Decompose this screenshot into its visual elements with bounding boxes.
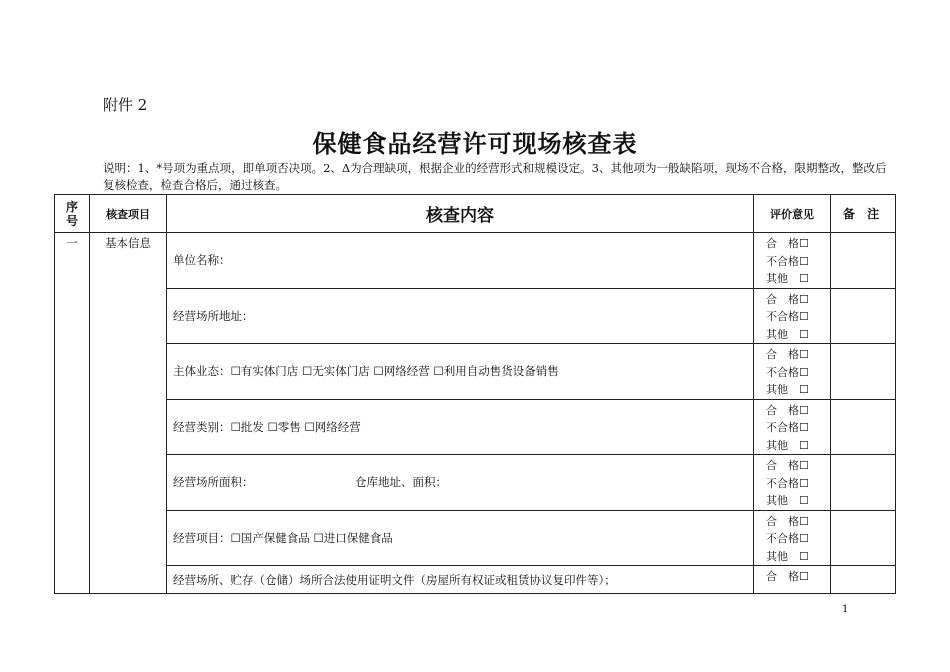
instructions-note: 说明：1、*号项为重点项，即单项否决项。2、Δ为合理缺项，根据企业的经营形式和规模设定。3、其他项为一般缺陷项，现场不合格，限期整改，整改后复核检查，检查合格后，通过核查。 [103,161,887,192]
table-row [55,566,896,594]
content-cell: 经营类别：☐批发 ☐零售 ☐网络经营 [167,399,754,455]
header-eval: 评价意见 [754,195,831,233]
content-cell: 经营场所、贮存（仓储）场所合法使用证明文件（房屋所有权证或租赁协议复印件等）； [167,566,754,594]
table-row [55,288,896,344]
content-cell [167,455,754,511]
remark-cell [831,233,896,289]
remark-cell [831,455,896,511]
eval-other[interactable]: 其他 ☐ [766,494,809,507]
eval-cell [754,233,831,289]
eval-cell [754,399,831,455]
header-remark: 备 注 [831,195,896,233]
content-cell: 主体业态：☐有实体门店 ☐无实体门店 ☐网络经营 ☐利用自动售货设备销售 [167,344,754,400]
eval-fail[interactable]: 不合格☐ [766,532,809,545]
header-content: 核查内容 [167,195,754,233]
header-seq: 序号 [55,195,90,233]
eval-cell [754,566,831,594]
eval-other[interactable]: 其他 ☐ [766,272,809,285]
inspection-table [54,194,896,594]
table-row [55,344,896,400]
eval-fail[interactable]: 不合格☐ [766,254,809,268]
warehouse-label: 仓库地址、面积： [355,475,447,490]
eval-pass[interactable]: 合 格☐ [766,459,809,472]
attachment-label: 附件 2 [103,96,148,114]
remark-cell [831,510,896,566]
eval-pass[interactable]: 合 格☐ [766,348,809,361]
page-title: 保健食品经营许可现场核查表 [312,130,638,158]
remark-cell [831,344,896,400]
eval-fail[interactable]: 不合格☐ [766,310,809,323]
eval-pass[interactable]: 合 格☐ [766,570,809,583]
header-row [55,195,896,233]
section-seq: 一 [55,233,90,594]
eval-cell [754,288,831,344]
eval-fail[interactable]: 不合格☐ [766,421,809,434]
eval-other[interactable]: 其他 ☐ [766,383,809,396]
section-item: 基本信息 [90,233,167,594]
table-row [55,399,896,455]
table-row [55,233,896,289]
content-cell: 经营场所地址： [167,288,754,344]
area-label: 经营场所面积： [173,475,254,490]
eval-cell [754,344,831,400]
content-cell: 经营项目：☐国产保健食品 ☐进口保健食品 [167,510,754,566]
header-item: 核查项目 [90,195,167,233]
eval-pass[interactable]: 合 格☐ [766,514,809,528]
remark-cell [831,399,896,455]
eval-fail[interactable]: 不合格☐ [766,365,809,379]
remark-cell [831,566,896,594]
eval-pass[interactable]: 合 格☐ [766,292,809,306]
eval-fail[interactable]: 不合格☐ [766,476,809,490]
content-cell: 单位名称： [167,233,754,289]
eval-other[interactable]: 其他 ☐ [766,549,809,563]
eval-pass[interactable]: 合 格☐ [766,403,809,417]
eval-pass[interactable]: 合 格☐ [766,237,809,250]
eval-other[interactable]: 其他 ☐ [766,327,809,341]
table-row [55,510,896,566]
eval-other[interactable]: 其他 ☐ [766,438,809,452]
page-number: 1 [842,604,849,615]
eval-cell [754,455,831,511]
table-row [55,455,896,511]
eval-cell [754,510,831,566]
remark-cell [831,288,896,344]
